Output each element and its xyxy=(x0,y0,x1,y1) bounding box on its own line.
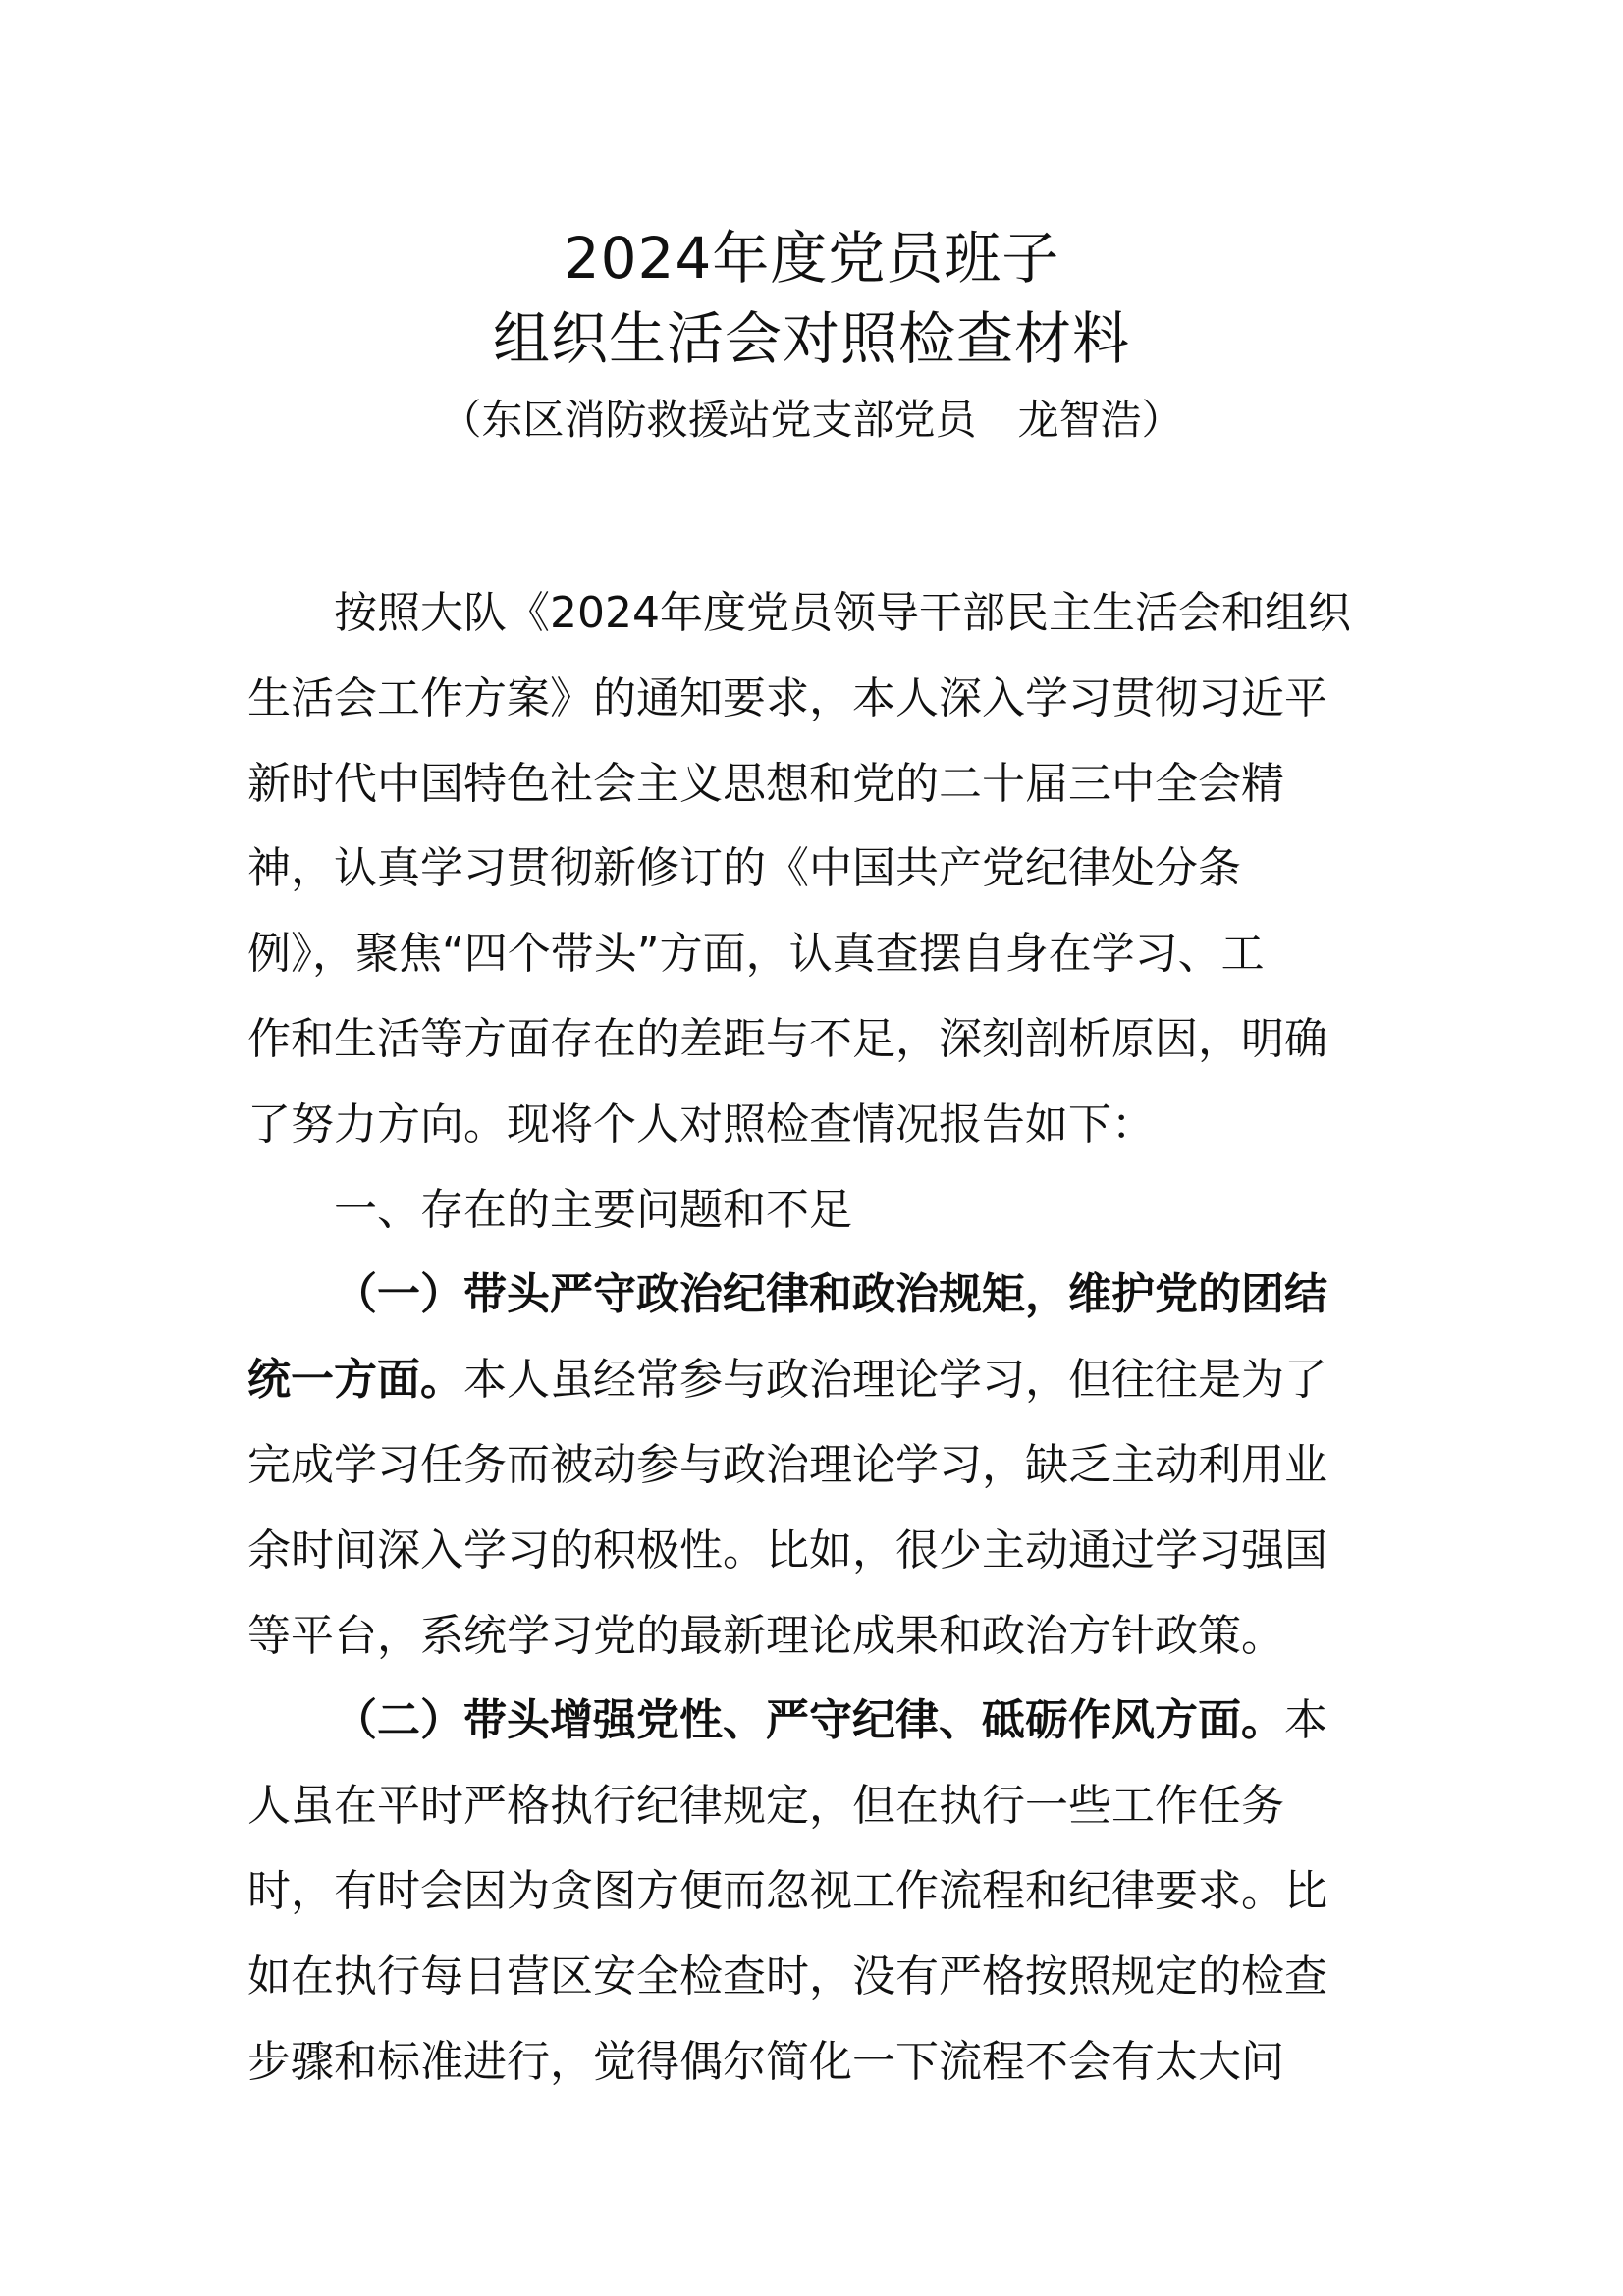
bold-heading-segment: 统一方面。 xyxy=(247,1355,463,1406)
text-segment: 等平台，系统学习党的最新理论成果和政治方针政策。 xyxy=(247,1610,1284,1661)
text-line xyxy=(247,1509,1386,1594)
text-segment: 作和生活等方面存在的差距与不足，深刻剖析原因，明确 xyxy=(247,1013,1327,1064)
text-segment: 一、存在的主要问题和不足 xyxy=(334,1184,852,1235)
text-line xyxy=(247,827,1386,912)
text-segment: 生活会工作方案》的通知要求，本人深入学习贯彻习近平 xyxy=(247,672,1327,723)
text-line xyxy=(247,657,1386,742)
text-line xyxy=(247,1083,1386,1168)
document-header xyxy=(0,218,1623,450)
document-body xyxy=(247,571,1386,2105)
text-segment: 新时代中国特色社会主义思想和党的二十届三中全会精 xyxy=(247,758,1284,809)
text-line xyxy=(247,2020,1386,2106)
text-line xyxy=(247,912,1386,997)
text-line xyxy=(247,1679,1386,1764)
text-segment: 神，认真学习贯彻新修订的《中国共产党纪律处分条 xyxy=(247,843,1241,894)
text-segment: 时，有时会因为贪图方便而忽视工作流程和纪律要求。比 xyxy=(247,1865,1327,1916)
bold-heading-segment: （一）带头严守政治纪律和政治规矩，维护党的团结 xyxy=(334,1269,1327,1320)
text-line xyxy=(247,571,1386,657)
text-segment: 例》，聚焦“四个带头”方面，认真查摆自身在学习、工 xyxy=(247,929,1265,980)
text-segment: 按照大队《2024年度党员领导干部民主生活会和组织 xyxy=(334,588,1351,638)
text-line xyxy=(247,1423,1386,1509)
text-line xyxy=(247,997,1386,1083)
text-segment: 完成学习任务而被动参与政治理论学习，缺乏主动利用业 xyxy=(247,1439,1327,1490)
text-line xyxy=(247,1849,1386,1935)
text-line xyxy=(247,742,1386,828)
text-segment: 人虽在平时严格执行纪律规定，但在执行一些工作任务 xyxy=(247,1781,1284,1832)
document-title-line2: 组织生活会对照检查材料 xyxy=(492,305,1130,372)
document-subtitle: （东区消防救援站党支部党员 龙智浩） xyxy=(440,396,1183,444)
text-line xyxy=(247,1764,1386,1849)
text-line xyxy=(247,1168,1386,1254)
text-segment: 了努力方向。现将个人对照检查情况报告如下： xyxy=(247,1098,1155,1149)
text-segment: 如在执行每日营区安全检查时，没有严格按照规定的检查 xyxy=(247,1950,1327,2002)
text-line xyxy=(247,1594,1386,1680)
text-segment: 余时间深入学习的积极性。比如，很少主动通过学习强国 xyxy=(247,1524,1327,1575)
bold-heading-segment: （二）带头增强党性、严守纪律、砥砺作风方面。 xyxy=(334,1695,1284,1746)
text-line xyxy=(247,1338,1386,1423)
document-title-line1: 2024年度党员班子 xyxy=(563,225,1060,292)
text-line xyxy=(247,1935,1386,2020)
text-segment: 步骤和标准进行，觉得偶尔简化一下流程不会有太大问 xyxy=(247,2036,1284,2087)
text-line xyxy=(247,1253,1386,1338)
text-segment: 本人虽经常参与政治理论学习，但往往是为了 xyxy=(463,1355,1327,1406)
text-segment: 本 xyxy=(1284,1695,1327,1746)
